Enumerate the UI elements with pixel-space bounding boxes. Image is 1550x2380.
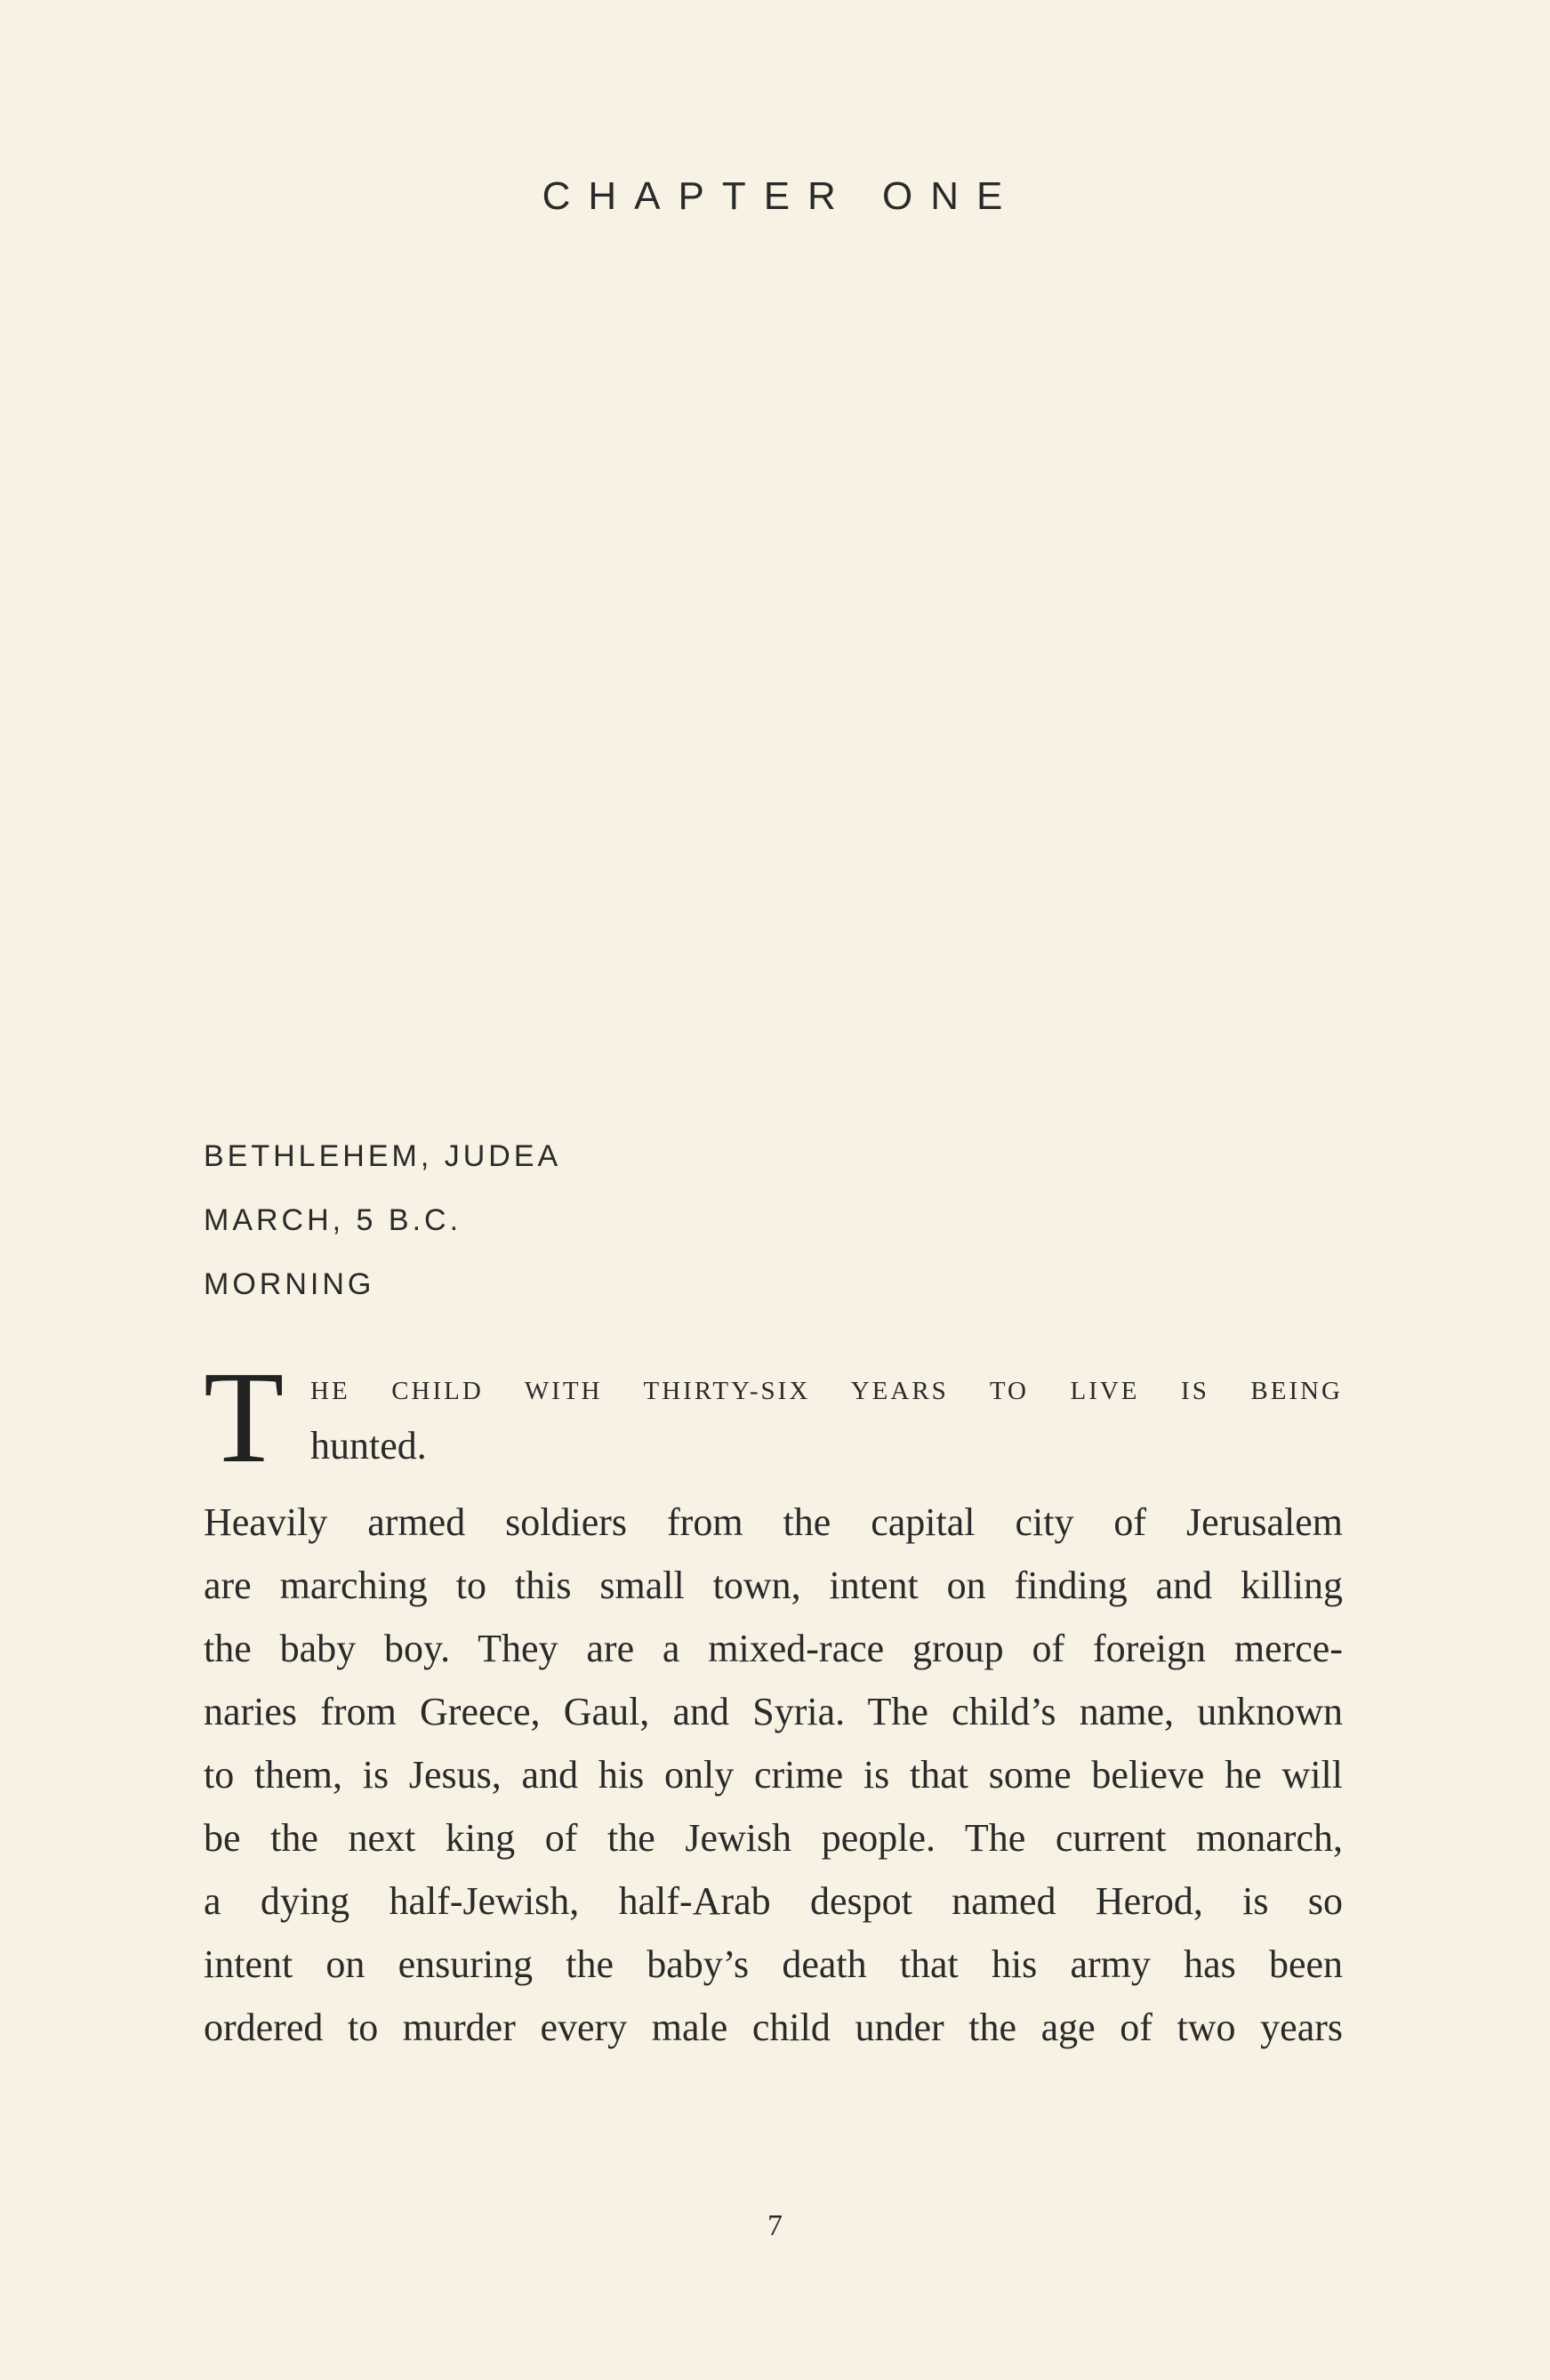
dateline-time: MORNING [204,1267,375,1301]
paragraph-line: intent on ensuring the baby’s death that his army has been [204,1942,1343,1986]
opening-line-1: HE CHILD WITH THIRTY-SIX YEARS TO LIVE IS BEING [310,1377,1343,1405]
paragraph-line: be the next king of the Jewish people. The current monarch, [204,1816,1343,1860]
dateline-place: BETHLEHEM, JUDEA [204,1139,562,1173]
paragraph-line: to them, is Jesus, and his only crime is that some believe he will [204,1753,1343,1797]
drop-cap: T [204,1345,285,1491]
opening-line-2: hunted. [310,1424,427,1467]
paragraph-line: ordered to murder every male child under the age of two years [204,2006,1343,2049]
paragraph-line: Heavily armed soldiers from the capital city of Jerusalem [204,1500,1343,1544]
body-text [204,1345,1343,2059]
opening-sentence [204,1345,1343,1491]
paragraph-line: are marching to this small town, intent on finding and killing [204,1564,1343,1607]
dateline-date: MARCH, 5 B.C. [204,1203,462,1237]
page-number: 7 [767,2209,783,2242]
paragraph [204,1491,1343,2059]
paragraph-line: naries from Greece, Gaul, and Syria. The child’s name, unknown [204,1690,1343,1733]
paragraph-line: a dying half-Jewish, half-Arab despot named Herod, is so [204,1879,1343,1923]
paragraph-line: the baby boy. They are a mixed-race group of foreign merce- [204,1627,1343,1670]
dateline [204,1124,561,1316]
chapter-heading: CHAPTER ONE [542,174,1021,218]
